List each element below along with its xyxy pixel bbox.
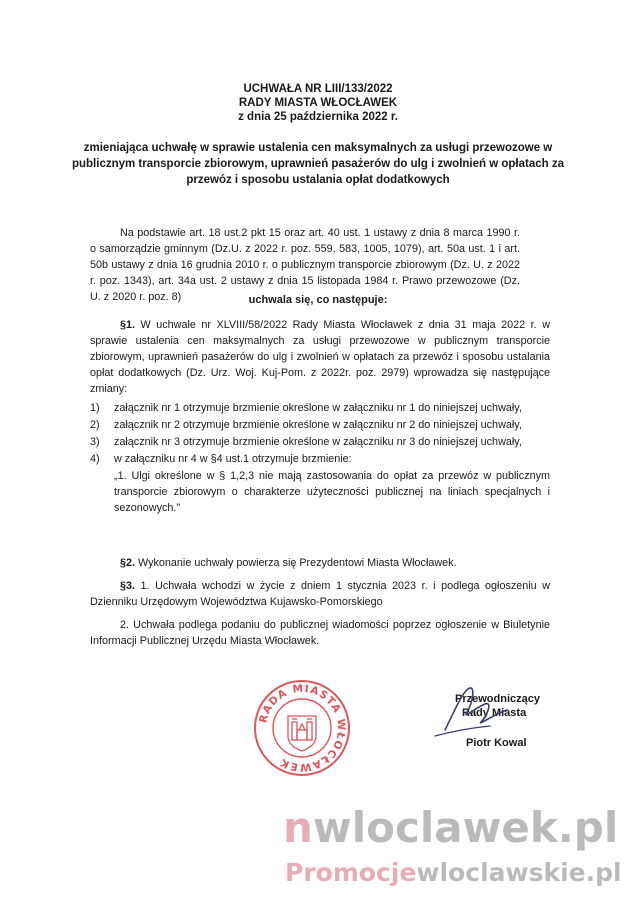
- list-item-text: załącznik nr 2 otrzymuje brzmienie określone w załączniku nr 2 do niniejszej uchwały,: [114, 419, 522, 431]
- list-item-number: 2): [90, 419, 100, 431]
- council-name: RADY MIASTA WŁOCŁAWEK: [238, 97, 398, 109]
- resolution-number: UCHWAŁA NR LIII/133/2022: [243, 83, 393, 95]
- signatory-role-2: Rady Miasta: [462, 707, 527, 719]
- section-1: [90, 317, 550, 397]
- section-1-text: W uchwale nr XLVIII/58/2022 Rady Miasta Włocławek z dnia 31 maja 2022 r. w sprawie ustalenia cen maksymalnych za usługi przewozowe w publicznym transporcie zbiorowym, uprawnień pasażerów do ulg i zwolnień w opłatach za przewóz i sposobu ustalania opłat dodatkowych (Dz. Urz. Woj. Kuj-Pom. z 2022r. poz. 2979) wprowadza się następujące zmiany:: [90, 319, 550, 395]
- list-item: [90, 451, 550, 467]
- svg-text:RADA MIASTA WŁOCŁAWEK: [257, 683, 347, 774]
- list-item: [90, 400, 550, 416]
- section-1-label: §1.: [120, 319, 136, 331]
- section-2: [120, 555, 550, 571]
- list-item: [90, 434, 550, 450]
- list-item-number: 4): [90, 453, 100, 465]
- resolves-heading: uchwala się, co następuje:: [248, 294, 388, 306]
- signatory-name: Piotr Kowal: [466, 737, 527, 749]
- section-3-label: §3.: [120, 580, 136, 592]
- legal-basis-paragraph: Na podstawie art. 18 ust.2 pkt 15 oraz art. 40 ust. 1 ustawy z dnia 8 marca 1990 r. o samorządzie gminnym (Dz.U. z 2022 r. poz. 559, 583, 1005, 1079), art. 50a ust. 1 i art. 50b ustawy z dnia 16 grudnia 2010 r. o publicznym transporcie zbiorowym (Dz. U. z 2022 r. poz. 1343), art. 34a ust. 2 ustawy z dnia 15 listopada 1984 r. Prawo przewozowe (Dz. U. z 2020 r. poz. 8): [90, 227, 520, 303]
- resolution-date: z dnia 25 października 2022 r.: [238, 111, 398, 123]
- coat-of-arms-icon: [288, 716, 316, 751]
- section-3-point-1: 1. Uchwała wchodzi w życie z dniem 1 stycznia 2023 r. i podlega ogłoszeniu w Dzienniku Urzędowym Województwa Kujawsko-Pomorskiego: [90, 580, 550, 608]
- subject-line-1: zmieniająca uchwałę w sprawie ustalenia cen maksymalnych za usługi przewozowe w: [83, 142, 553, 154]
- council-stamp: [252, 678, 352, 778]
- list-item-text: w załączniku nr 4 w §4 ust.1 otrzymuje brzmienie:: [114, 453, 352, 465]
- quoted-provision: „1. Ulgi określone w § 1,2,3 nie mają zastosowania do opłat za przewóz w publicznym transporcie zbiorowym o charakterze użyteczności publicznej na liniach specjalnych i sezonowych.": [114, 470, 550, 514]
- section-3-point-2: 2. Uchwała podlega podaniu do publicznej wiadomości poprzez ogłoszenie w Biuletynie Informacji Publicznej Urzędu Miasta Włocławek.: [90, 619, 550, 647]
- list-item-number: 3): [90, 436, 100, 448]
- list-item: [90, 417, 550, 433]
- subject-line-3: przewóz i sposobu ustalania opłat dodatkowych: [186, 174, 450, 186]
- watermark-site-1: nwloclawek.pl: [283, 803, 619, 852]
- section-2-label: §2.: [120, 557, 136, 569]
- subject-line-2: publicznym transporcie zbiorowym, uprawnień pasażerów do ulg i zwolnień w opłatach za: [71, 158, 565, 170]
- stamp-text: RADA MIASTA WŁOCŁAWEK: [257, 682, 348, 774]
- list-item-text: załącznik nr 3 otrzymuje brzmienie określone w załączniku nr 3 do niniejszej uchwały,: [114, 436, 522, 448]
- signatory-role-1: Przewodniczący: [455, 693, 540, 705]
- list-item-number: 1): [90, 402, 100, 414]
- watermark-site-2: Promocjewloclawskie.pl: [285, 858, 622, 887]
- handwritten-signature: [415, 680, 525, 740]
- section-3: [90, 578, 550, 610]
- section-2-text: Wykonanie uchwały powierza się Prezydentowi Miasta Włocławek.: [135, 557, 457, 569]
- stamp-seal: [252, 678, 352, 778]
- list-item-text: załącznik nr 1 otrzymuje brzmienie określone w załączniku nr 1 do niniejszej uchwały,: [114, 402, 522, 414]
